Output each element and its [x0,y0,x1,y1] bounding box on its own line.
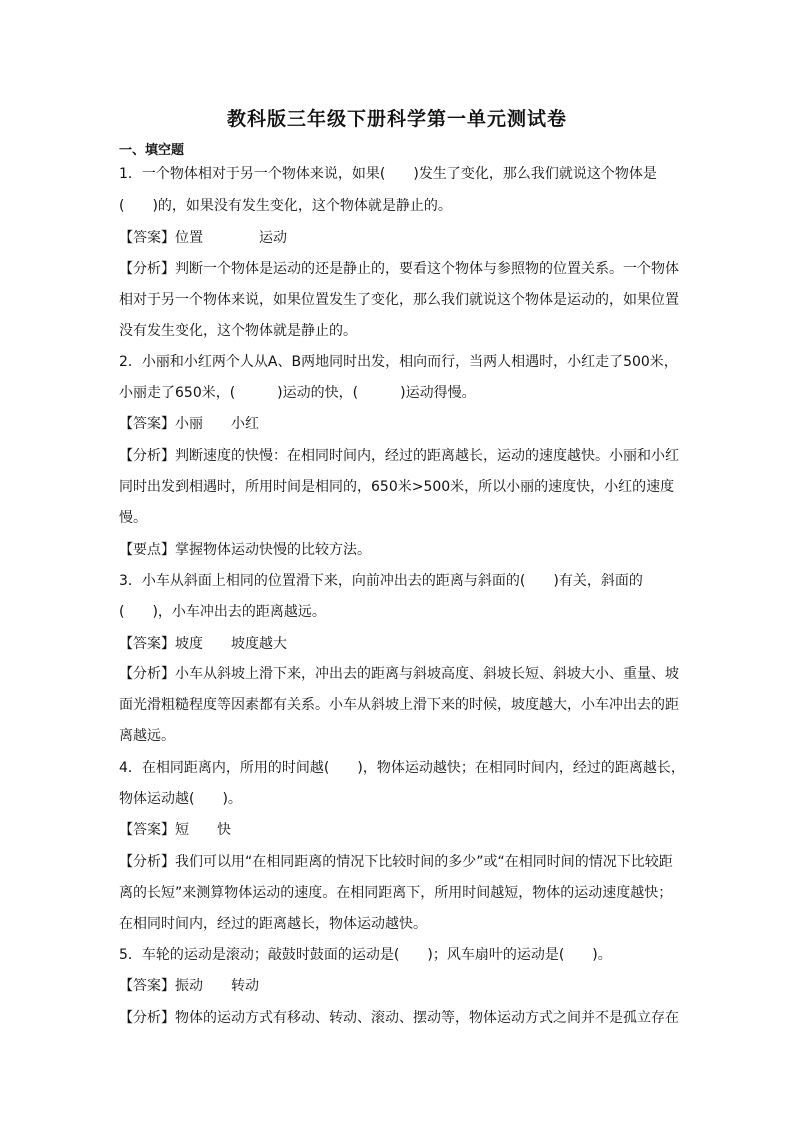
analysis-2-line-1: 【分析】判断速度的快慢：在相同时间内，经过的距离越长，运动的速度越快。小丽和小红 [119,448,679,464]
analysis-1-line-3: 没有发生变化，这个物体就是静止的。 [119,323,357,339]
keypoint-2: 【要点】掌握物体运动快慢的比较方法。 [119,542,371,558]
analysis-3-line-1: 【分析】小车从斜坡上滑下来，冲出去的距离与斜坡高度、斜坡长短、斜坡大小、重量、坡 [119,666,679,682]
analysis-3-line-2: 面光滑粗糙程度等因素都有关系。小车从斜坡上滑下来的时候，坡度越大，小车冲出去的距 [119,697,679,713]
answer-2: 【答案】小丽 小红 [119,416,259,432]
analysis-2-line-3: 慢。 [119,510,147,526]
question-3-line-2: ( )，小车冲出去的距离越远。 [119,604,326,620]
analysis-1-line-2: 相对于另一个物体来说，如果位置发生了变化，那么我们就说这个物体是运动的，如果位置 [119,292,679,308]
answer-1: 【答案】位置 运动 [119,230,287,246]
question-3-line-1: 3．小车从斜面上相同的位置滑下来，向前冲出去的距离与斜面的( )有关，斜面的 [119,573,643,589]
answer-4: 【答案】短 快 [119,822,231,838]
question-5-line-1: 5．车轮的运动是滚动；敲鼓时鼓面的运动是( )；风车扇叶的运动是( )。 [119,947,612,963]
question-4-line-2: 物体运动越( )。 [119,791,242,807]
analysis-4-line-1: 【分析】我们可以用“在相同距离的情况下比较时间的多少”或“在相同时间的情况下比较距 [119,854,673,870]
analysis-5-line-1: 【分析】物体的运动方式有移动、转动、滚动、摆动等，物体运动方式之间并不是孤立存在 [119,1010,679,1026]
analysis-2-line-2: 同时出发到相遇时，所用时间是相同的，650米>500米，所以小丽的速度快，小红的速度 [119,479,675,495]
question-4-line-1: 4．在相同距离内，所用的时间越( )，物体运动越快；在相同时间内，经过的距离越长， [119,760,685,776]
question-2-line-1: 2．小丽和小红两个人从A、B两地同时出发，相向而行，当两人相遇时，小红走了500米， [119,354,678,370]
analysis-4-line-3: 在相同时间内，经过的距离越长，物体运动越快。 [119,916,427,932]
analysis-1-line-1: 【分析】判断一个物体是运动的还是静止的，要看这个物体与参照物的位置关系。一个物体 [119,261,679,277]
answer-3: 【答案】坡度 坡度越大 [119,636,287,652]
question-1-line-1: 1．一个物体相对于另一个物体来说，如果( )发生了变化，那么我们就说这个物体是 [119,166,657,182]
answer-5: 【答案】振动 转动 [119,978,259,994]
document-title: 教科版三年级下册科学第一单元测试卷 [226,108,567,130]
analysis-3-line-3: 离越远。 [119,728,175,744]
analysis-4-line-2: 离的长短”来测算物体运动的速度。在相同距离下，所用时间越短，物体的运动速度越快； [119,885,673,901]
question-2-line-2: 小丽走了650米，( )运动的快，( )运动得慢。 [119,385,476,401]
question-1-line-2: ( )的，如果没有发生变化，这个物体就是静止的。 [119,198,452,214]
section-heading: 一、填空题 [119,143,185,158]
